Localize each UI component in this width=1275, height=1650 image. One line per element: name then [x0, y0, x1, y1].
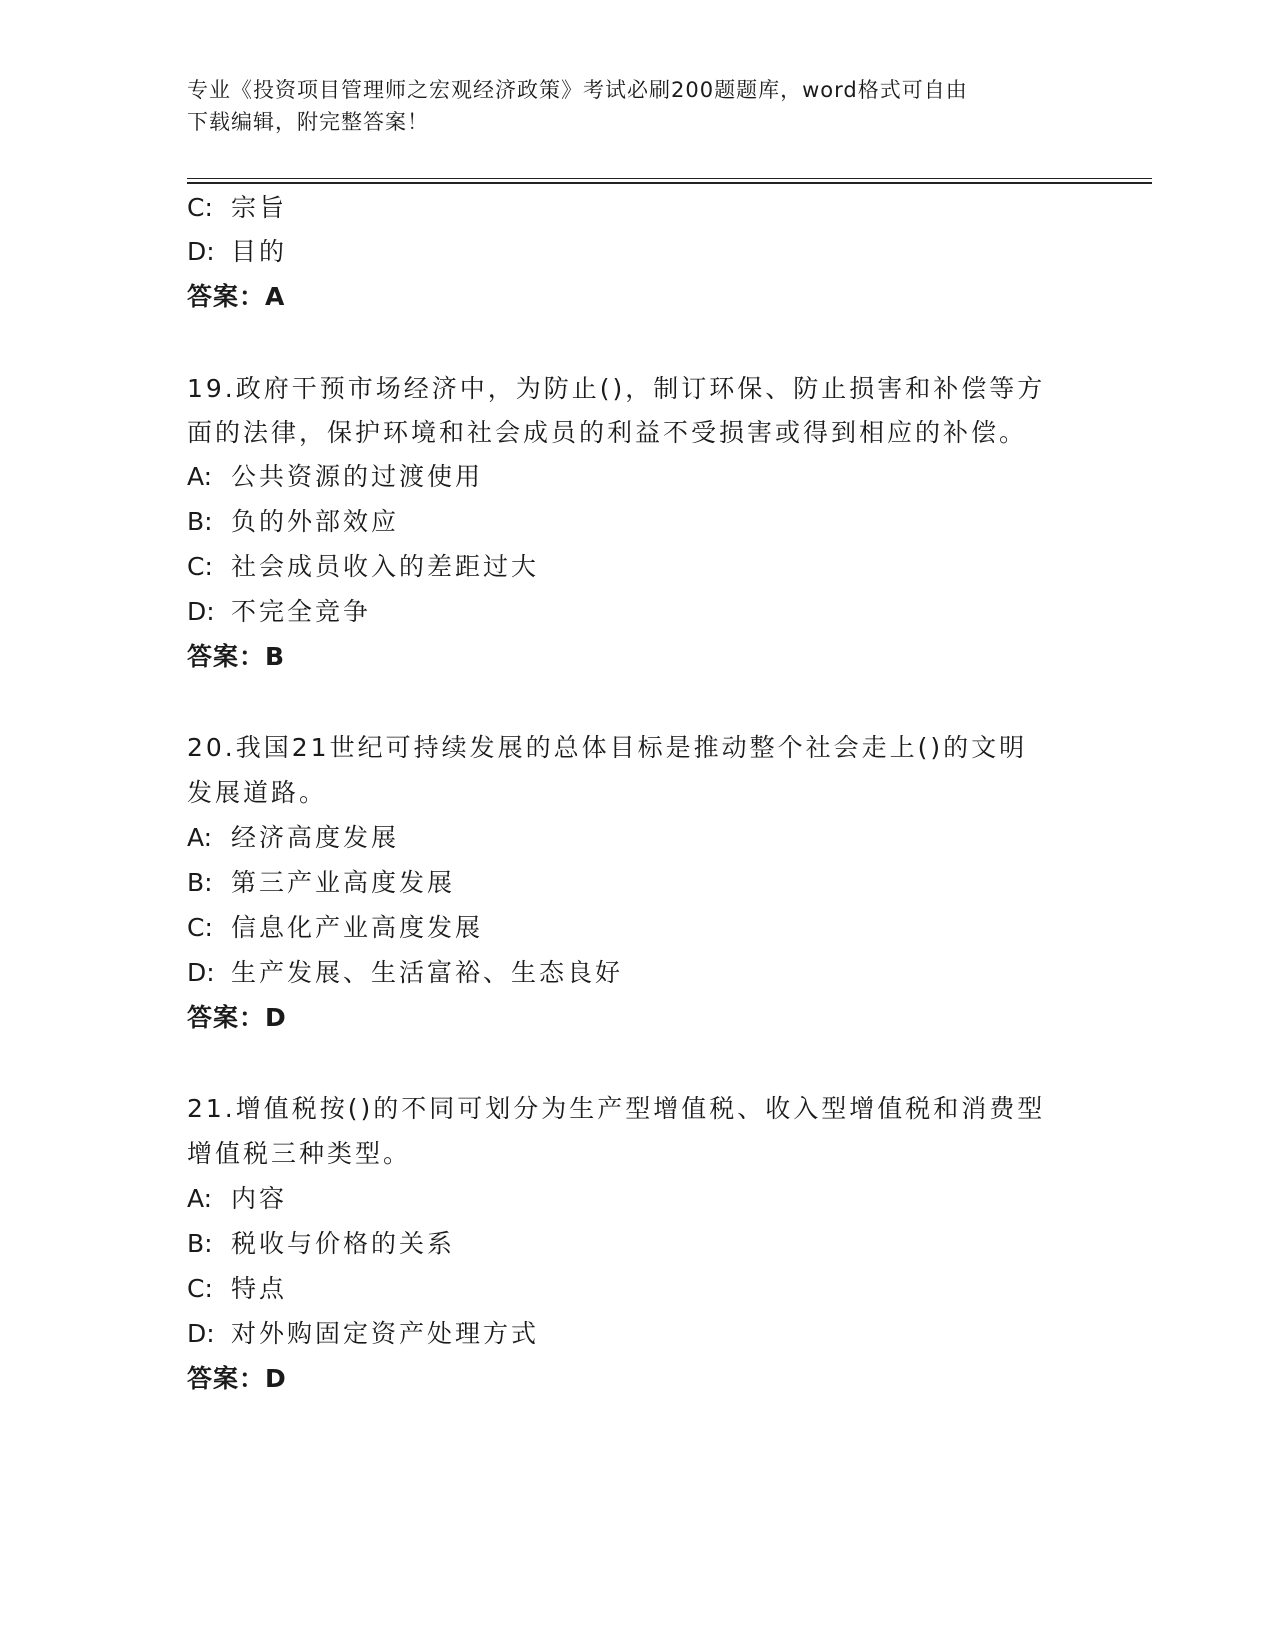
- q21-option-b: [187, 1222, 455, 1266]
- option-text: 税收与价格的关系: [231, 1229, 456, 1258]
- option-text: 目的: [231, 237, 288, 266]
- option-key: C:: [187, 193, 213, 222]
- q20-stem-line-1: 20.我国21世纪可持续发展的总体目标是推动整个社会走上()的文明: [187, 733, 1028, 762]
- option-text: 社会成员收入的差距过大: [231, 552, 540, 581]
- option-text: 不完全竞争: [231, 597, 372, 626]
- q21-stem-line-2: 增值税三种类型。: [187, 1139, 412, 1168]
- header-divider-thick: [187, 182, 1152, 184]
- option-key: B:: [187, 507, 213, 536]
- option-key: A:: [187, 823, 213, 852]
- q21-option-d: [187, 1312, 539, 1356]
- option-text: 宗旨: [231, 193, 288, 222]
- option-text: 公共资源的过渡使用: [231, 462, 484, 491]
- q20-stem-line-2: 发展道路。: [187, 778, 328, 807]
- q20-option-a: [187, 816, 399, 860]
- q19-option-a: [187, 455, 483, 499]
- option-key: D:: [187, 958, 215, 987]
- option-text: 内容: [231, 1184, 288, 1213]
- option-key: D:: [187, 1319, 215, 1348]
- option-key: A:: [187, 1184, 213, 1213]
- option-key: C:: [187, 552, 213, 581]
- q21-option-c: [187, 1267, 287, 1311]
- option-key: B:: [187, 868, 213, 897]
- option-text: 负的外部效应: [231, 507, 400, 536]
- option-key: B:: [187, 1229, 213, 1258]
- header-divider-thin: [187, 178, 1152, 179]
- q20-answer: 答案：D: [187, 1003, 287, 1032]
- q21-answer: 答案：D: [187, 1364, 287, 1393]
- q21-stem-line-1: 21.增值税按()的不同可划分为生产型增值税、收入型增值税和消费型: [187, 1094, 1046, 1123]
- q19-option-b: [187, 500, 399, 544]
- header-title-line-1: 专业《投资项目管理师之宏观经济政策》考试必刷200题题库，word格式可自由: [187, 78, 968, 102]
- q19-answer: 答案：B: [187, 642, 286, 671]
- option-text: 对外购固定资产处理方式: [231, 1319, 540, 1348]
- q19-stem-line-1: 19.政府干预市场经济中，为防止()，制订环保、防止损害和补偿等方: [187, 374, 1046, 403]
- option-text: 生产发展、生活富裕、生态良好: [231, 958, 624, 987]
- option-text: 特点: [231, 1274, 288, 1303]
- option-text: 经济高度发展: [231, 823, 400, 852]
- q20-option-b: [187, 861, 455, 905]
- q18-option-d: [187, 230, 287, 274]
- option-key: C:: [187, 1274, 213, 1303]
- header-title-line-2: 下载编辑，附完整答案！: [187, 110, 429, 134]
- q18-answer: 答案：A: [187, 282, 286, 311]
- option-text: 第三产业高度发展: [231, 868, 456, 897]
- option-key: D:: [187, 597, 215, 626]
- q19-option-c: [187, 545, 539, 589]
- option-key: D:: [187, 237, 215, 266]
- q19-stem-line-2: 面的法律，保护环境和社会成员的利益不受损害或得到相应的补偿。: [187, 418, 1028, 447]
- q18-option-c: [187, 186, 287, 230]
- q20-option-c: [187, 906, 483, 950]
- document-header: [187, 74, 1087, 138]
- option-key: C:: [187, 913, 213, 942]
- q20-option-d: [187, 951, 623, 995]
- q21-option-a: [187, 1177, 287, 1221]
- option-text: 信息化产业高度发展: [231, 913, 484, 942]
- q19-option-d: [187, 590, 371, 634]
- option-key: A:: [187, 462, 213, 491]
